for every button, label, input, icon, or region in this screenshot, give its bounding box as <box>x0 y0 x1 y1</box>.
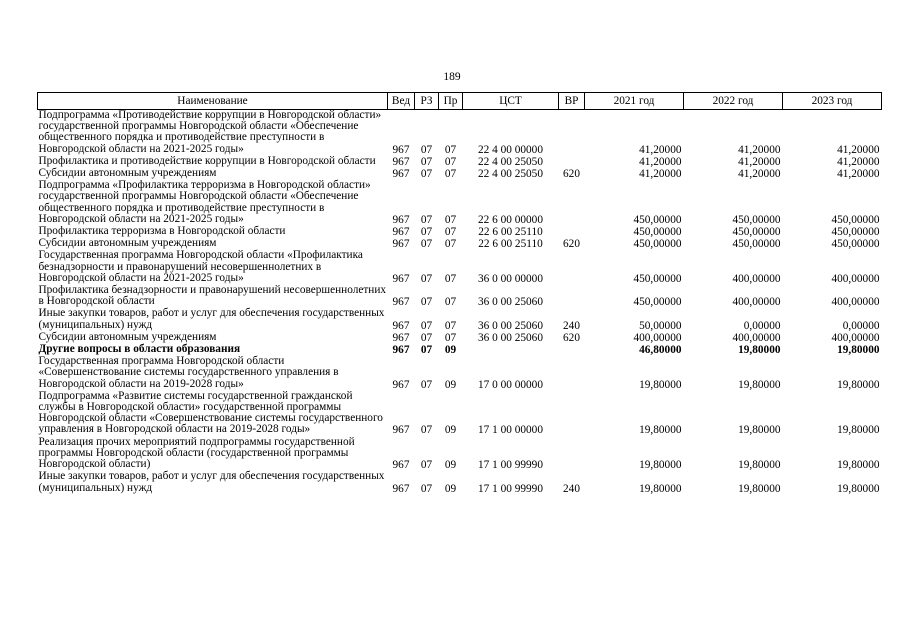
cell-2023: 19,80000 <box>837 459 880 472</box>
cell-vr <box>559 356 585 391</box>
header-2023: 2023 год <box>783 93 882 110</box>
cell-2021: 450,00000 <box>633 272 682 285</box>
cell-2022: 450,00000 <box>732 213 781 226</box>
cell-cst <box>463 344 559 356</box>
cell-vr: 240 <box>563 482 580 495</box>
cell-2022: 400,00000 <box>732 296 781 309</box>
cell-2022: 41,20000 <box>738 143 781 156</box>
cell-2023: 450,00000 <box>831 238 880 251</box>
cell-name: Подпрограмма «Профилактика терроризма в Новгородской области» государственной программы Новгородской области «Обеспечение общественного порядка и противодействие преступности в Новгородской области на 2021-2025 годы» <box>38 179 371 225</box>
cell-2022: 19,80000 <box>738 378 781 391</box>
cell-ved: 967 <box>392 213 410 226</box>
cell-vr <box>559 110 585 156</box>
cell-vr <box>559 391 585 437</box>
cell-rz: 07 <box>420 238 433 251</box>
cell-cst: 22 6 00 00000 <box>478 213 543 226</box>
cell-rz: 07 <box>420 155 433 168</box>
cell-vr: 620 <box>563 238 580 251</box>
table-row <box>38 110 882 156</box>
cell-ved: 967 <box>392 272 410 285</box>
cell-2023: 19,80000 <box>837 344 880 357</box>
table-row <box>38 308 882 331</box>
cell-2022: 0,00000 <box>743 319 781 332</box>
cell-name: Субсидии автономным учреждениям <box>38 330 217 343</box>
cell-cst: 22 4 00 25050 <box>478 155 543 168</box>
cell-name: Другие вопросы в области образования <box>38 343 241 356</box>
cell-name: Подпрограмма «Развитие системы государственной гражданской службы в Новгородской области» государственной программы Новгородской области «Совершенствование системы государственного управления в Новгородской области на 2019-2028 годы» <box>38 389 383 436</box>
cell-vr <box>559 180 585 226</box>
header-name: Наименование <box>38 93 388 110</box>
cell-2023: 450,00000 <box>831 226 880 239</box>
cell-name: Профилактика терроризма в Новгородской области <box>38 225 286 238</box>
cell-cst: 36 0 00 25060 <box>478 319 543 332</box>
header-cst: ЦСТ <box>463 93 559 110</box>
cell-ved: 967 <box>392 168 410 181</box>
table-row <box>38 391 882 437</box>
cell-2021: 19,80000 <box>639 424 682 437</box>
cell-name: Иные закупки товаров, работ и услуг для обеспечения государственных (муниципальных) нужд <box>38 470 385 494</box>
cell-2023: 450,00000 <box>831 213 880 226</box>
cell-2021: 19,80000 <box>639 459 682 472</box>
cell-2022: 19,80000 <box>738 459 781 472</box>
table-row <box>38 356 882 391</box>
cell-rz: 07 <box>420 143 433 156</box>
cell-2023: 19,80000 <box>837 482 880 495</box>
cell-2021: 19,80000 <box>639 482 682 495</box>
cell-cst: 17 1 00 99990 <box>478 459 543 472</box>
cell-ved: 967 <box>392 238 410 251</box>
cell-2023: 41,20000 <box>837 155 880 168</box>
cell-2022: 450,00000 <box>732 238 781 251</box>
cell-vr: 620 <box>563 168 580 181</box>
cell-2021: 450,00000 <box>633 226 682 239</box>
cell-2022: 41,20000 <box>738 155 781 168</box>
cell-2021: 41,20000 <box>639 168 682 181</box>
cell-name: Иные закупки товаров, работ и услуг для обеспечения государственных (муниципальных) нужд <box>38 307 385 331</box>
cell-name: Подпрограмма «Противодействие коррупции в Новгородской области» государственной программы Новгородской области «Обеспечение общественного порядка и противодействие преступности в Новгородской области на 2021-2025 годы» <box>38 109 382 155</box>
cell-ved: 967 <box>392 331 410 344</box>
cell-name: Профилактика и противодействие коррупции в Новгородской области <box>38 154 376 167</box>
cell-2023: 0,00000 <box>842 319 880 332</box>
cell-rz: 07 <box>420 272 433 285</box>
cell-rz: 07 <box>420 296 433 309</box>
cell-vr <box>559 156 585 168</box>
table-row <box>38 285 882 308</box>
cell-2021: 450,00000 <box>633 296 682 309</box>
cell-2022: 19,80000 <box>738 482 781 495</box>
table-body <box>38 110 882 495</box>
cell-2022: 450,00000 <box>732 226 781 239</box>
cell-cst: 36 0 00 25060 <box>478 331 543 344</box>
cell-2021: 50,00000 <box>639 319 682 332</box>
cell-name: Субсидии автономным учреждениям <box>38 237 217 250</box>
table-row <box>38 180 882 226</box>
cell-cst: 36 0 00 25060 <box>478 296 543 309</box>
cell-2023: 400,00000 <box>831 296 880 309</box>
cell-ved: 967 <box>392 296 410 309</box>
table-row <box>38 437 882 472</box>
cell-ved: 967 <box>392 424 410 437</box>
cell-2021: 450,00000 <box>633 213 682 226</box>
cell-rz: 07 <box>420 424 433 437</box>
table-header-row <box>38 93 882 110</box>
cell-2022: 400,00000 <box>732 331 781 344</box>
cell-ved: 967 <box>392 143 410 156</box>
cell-2023: 19,80000 <box>837 378 880 391</box>
cell-name: Государственная программа Новгородской области «Профилактика безнадзорности и правонарушений несовершеннолетних в Новгородской области на 2021-2025 годы» <box>38 249 363 284</box>
cell-pr: 07 <box>444 168 457 181</box>
cell-name: Государственная программа Новгородской области «Совершенствование системы государственного управления в Новгородской области на 2019-2028 годы» <box>38 355 339 390</box>
cell-rz: 07 <box>420 378 433 391</box>
cell-2022: 41,20000 <box>738 168 781 181</box>
cell-name: Реализация прочих мероприятий подпрограммы государственной программы Новгородской области (государственной программы Новгородской области) <box>38 435 355 471</box>
cell-pr: 07 <box>444 319 457 332</box>
cell-cst: 36 0 00 00000 <box>478 272 543 285</box>
cell-rz: 07 <box>420 344 433 357</box>
cell-rz: 07 <box>420 213 433 226</box>
cell-pr: 09 <box>444 424 457 437</box>
cell-ved: 967 <box>392 459 410 472</box>
cell-ved: 967 <box>392 155 410 168</box>
cell-rz: 07 <box>420 226 433 239</box>
cell-ved: 967 <box>392 226 410 239</box>
cell-2023: 41,20000 <box>837 143 880 156</box>
cell-2022: 400,00000 <box>732 272 781 285</box>
header-2022: 2022 год <box>684 93 783 110</box>
cell-2023: 400,00000 <box>831 272 880 285</box>
cell-name: Профилактика безнадзорности и правонарушений несовершеннолетних в Новгородской области <box>38 284 387 308</box>
cell-2023: 19,80000 <box>837 424 880 437</box>
table-row <box>38 250 882 285</box>
cell-pr: 07 <box>444 272 457 285</box>
cell-pr: 07 <box>444 226 457 239</box>
cell-cst: 17 1 00 00000 <box>478 424 543 437</box>
cell-cst: 17 1 00 99990 <box>478 482 543 495</box>
cell-2022: 19,80000 <box>738 344 781 357</box>
cell-2022: 19,80000 <box>738 424 781 437</box>
cell-vr <box>559 226 585 238</box>
cell-name: Субсидии автономным учреждениям <box>38 167 217 180</box>
cell-2021: 400,00000 <box>633 331 682 344</box>
budget-table <box>37 92 882 495</box>
cell-vr <box>559 437 585 472</box>
cell-ved: 967 <box>392 319 410 332</box>
cell-rz: 07 <box>420 168 433 181</box>
cell-2021: 41,20000 <box>639 155 682 168</box>
cell-2021: 19,80000 <box>639 378 682 391</box>
table-row <box>38 471 882 494</box>
header-rz: РЗ <box>415 93 439 110</box>
cell-pr: 09 <box>444 482 457 495</box>
cell-ved: 967 <box>392 344 410 357</box>
cell-pr: 09 <box>444 378 457 391</box>
header-pr: Пр <box>439 93 463 110</box>
cell-ved: 967 <box>392 378 410 391</box>
cell-vr <box>559 250 585 285</box>
cell-pr: 09 <box>444 459 457 472</box>
page-number: 189 <box>443 71 461 83</box>
cell-vr <box>559 285 585 308</box>
cell-rz: 07 <box>420 331 433 344</box>
cell-2021: 46,80000 <box>639 344 682 357</box>
cell-pr: 07 <box>444 331 457 344</box>
cell-rz: 07 <box>420 319 433 332</box>
cell-cst: 22 6 00 25110 <box>478 226 543 239</box>
cell-2021: 450,00000 <box>633 238 682 251</box>
cell-pr: 07 <box>444 296 457 309</box>
cell-pr: 07 <box>444 155 457 168</box>
cell-cst: 22 6 00 25110 <box>478 238 543 251</box>
cell-pr: 09 <box>444 344 457 357</box>
cell-rz: 07 <box>420 459 433 472</box>
header-vr: ВР <box>559 93 585 110</box>
cell-vr: 240 <box>563 319 580 332</box>
header-ved: Вед <box>388 93 415 110</box>
cell-pr: 07 <box>444 238 457 251</box>
cell-ved: 967 <box>392 482 410 495</box>
cell-cst: 17 0 00 00000 <box>478 378 543 391</box>
cell-2023: 41,20000 <box>837 168 880 181</box>
cell-vr <box>559 344 585 356</box>
cell-pr: 07 <box>444 213 457 226</box>
cell-pr: 07 <box>444 143 457 156</box>
cell-rz: 07 <box>420 482 433 495</box>
header-2021: 2021 год <box>585 93 684 110</box>
cell-vr: 620 <box>563 331 580 344</box>
cell-2023: 400,00000 <box>831 331 880 344</box>
cell-2021: 41,20000 <box>639 143 682 156</box>
cell-cst: 22 4 00 25050 <box>478 168 543 181</box>
cell-cst: 22 4 00 00000 <box>478 143 543 156</box>
